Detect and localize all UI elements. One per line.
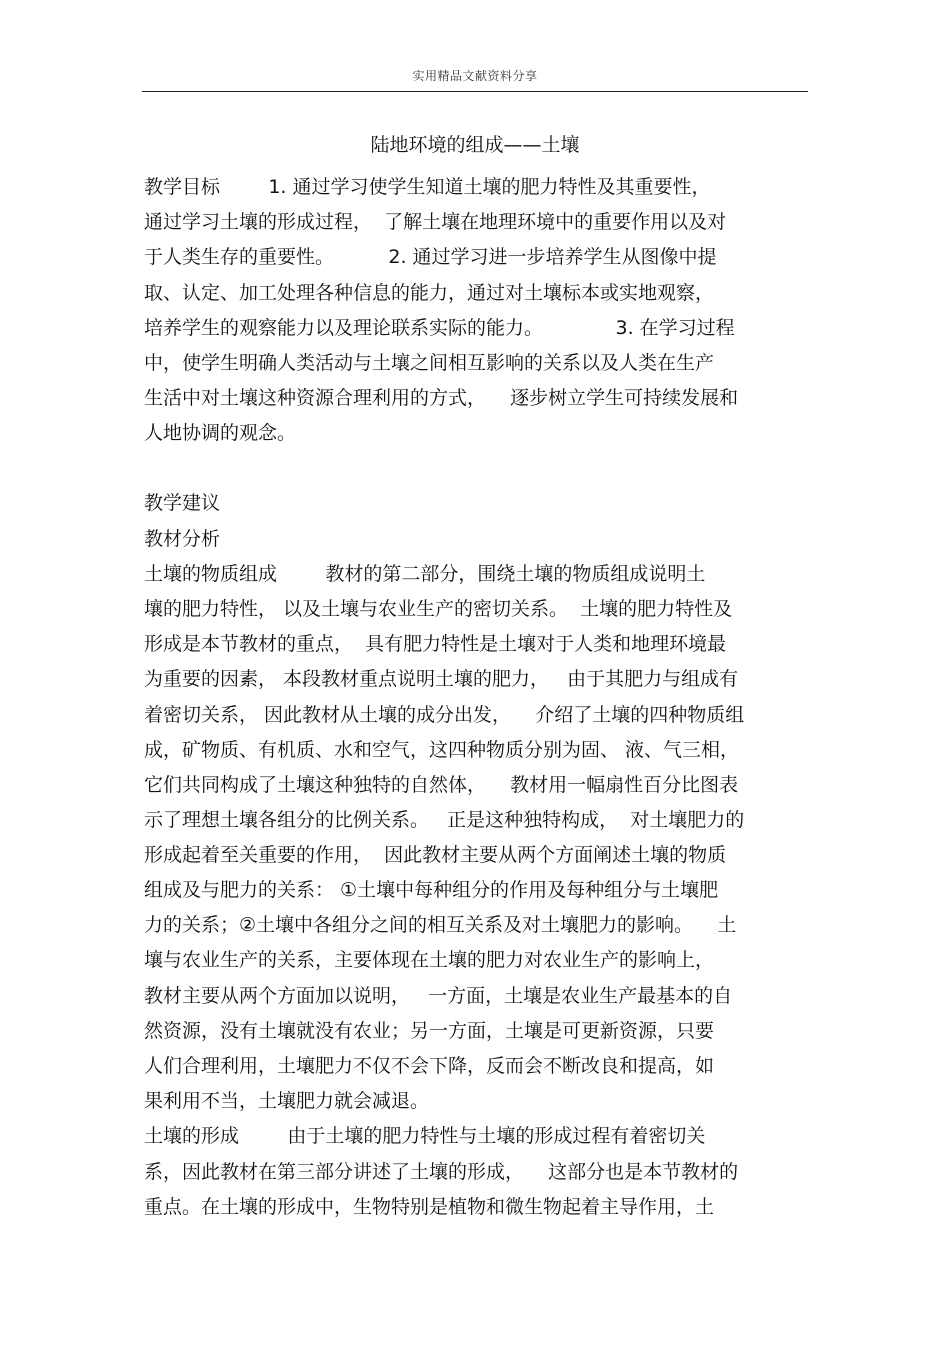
body-line: 重点。在土壤的形成中，生物特别是植物和微生物起着主导作用，土 bbox=[144, 1196, 715, 1218]
body-line: 壤的肥力特性， 以及土壤与农业生产的密切关系。 土壤的肥力特性及 bbox=[144, 598, 733, 620]
body-line: 土壤的物质组成 教材的第二部分，围绕土壤的物质组成说明土 bbox=[144, 563, 706, 585]
body-line: 中，使学生明确人类活动与土壤之间相互影响的关系以及人类在生产 bbox=[144, 352, 715, 374]
body-line: 成，矿物质、有机质、水和空气，这四种物质分别为固、 液、气三相， bbox=[144, 739, 740, 761]
body-line: 通过学习土壤的形成过程， 了解土壤在地理环境中的重要作用以及对 bbox=[144, 211, 727, 233]
body-line: 形成起着至关重要的作用， 因此教材主要从两个方面阐述土壤的物质 bbox=[144, 844, 727, 866]
body-line: 人们合理利用，土壤肥力不仅不会下降，反而会不断改良和提高，如 bbox=[144, 1055, 715, 1077]
header-divider bbox=[142, 91, 808, 92]
body-line: 培养学生的观察能力以及理论联系实际的能力。 3. 在学习过程 bbox=[144, 317, 735, 339]
page-header: 实用精品文献资料分享 bbox=[412, 69, 538, 83]
body-line: 取、认定、加工处理各种信息的能力，通过对土壤标本或实地观察， bbox=[144, 282, 715, 304]
body-line: 于人类生存的重要性。 2. 通过学习进一步培养学生从图像中提 bbox=[144, 246, 717, 268]
body-line: 土壤的形成 由于土壤的肥力特性与土壤的形成过程有着密切关 bbox=[144, 1125, 706, 1147]
document-title: 陆地环境的组成——土壤 bbox=[370, 134, 580, 156]
body-line: 生活中对土壤这种资源合理利用的方式， 逐步树立学生可持续发展和 bbox=[144, 387, 739, 409]
body-line: 形成是本节教材的重点， 具有肥力特性是土壤对于人类和地理环境最 bbox=[144, 633, 727, 655]
body-line: 人地协调的观念。 bbox=[144, 422, 297, 444]
body-line: 力的关系；②土壤中各组分之间的相互关系及对土壤肥力的影响。 土 bbox=[144, 914, 737, 936]
body-line: 示了理想土壤各组分的比例关系。 正是这种独特构成， 对土壤肥力的 bbox=[144, 809, 745, 831]
body-line: 果利用不当，土壤肥力就会减退。 bbox=[144, 1090, 430, 1112]
body-line: 壤与农业生产的关系，主要体现在土壤的肥力对农业生产的影响上， bbox=[144, 949, 715, 971]
section-heading: 教材分析 bbox=[144, 528, 221, 550]
body-line: 教学目标 1. 通过学习使学生知道土壤的肥力特性及其重要性， bbox=[144, 176, 711, 198]
body-line: 为重要的因素， 本段教材重点说明土壤的肥力， 由于其肥力与组成有 bbox=[144, 668, 739, 690]
body-line: 然资源，没有土壤就没有农业；另一方面，土壤是可更新资源，只要 bbox=[144, 1020, 715, 1042]
body-line: 组成及与肥力的关系： ①土壤中每种组分的作用及每种组分与土壤肥 bbox=[144, 879, 719, 901]
body-line: 着密切关系， 因此教材从土壤的成分出发， 介绍了土壤的四种物质组 bbox=[144, 704, 745, 726]
body-line: 它们共同构成了土壤这种独特的自然体， 教材用一幅扇性百分比图表 bbox=[144, 774, 739, 796]
section-heading: 教学建议 bbox=[144, 492, 221, 514]
body-line: 教材主要从两个方面加以说明， 一方面，土壤是农业生产最基本的自 bbox=[144, 985, 733, 1007]
body-line: 系，因此教材在第三部分讲述了土壤的形成， 这部分也是本节教材的 bbox=[144, 1161, 739, 1183]
